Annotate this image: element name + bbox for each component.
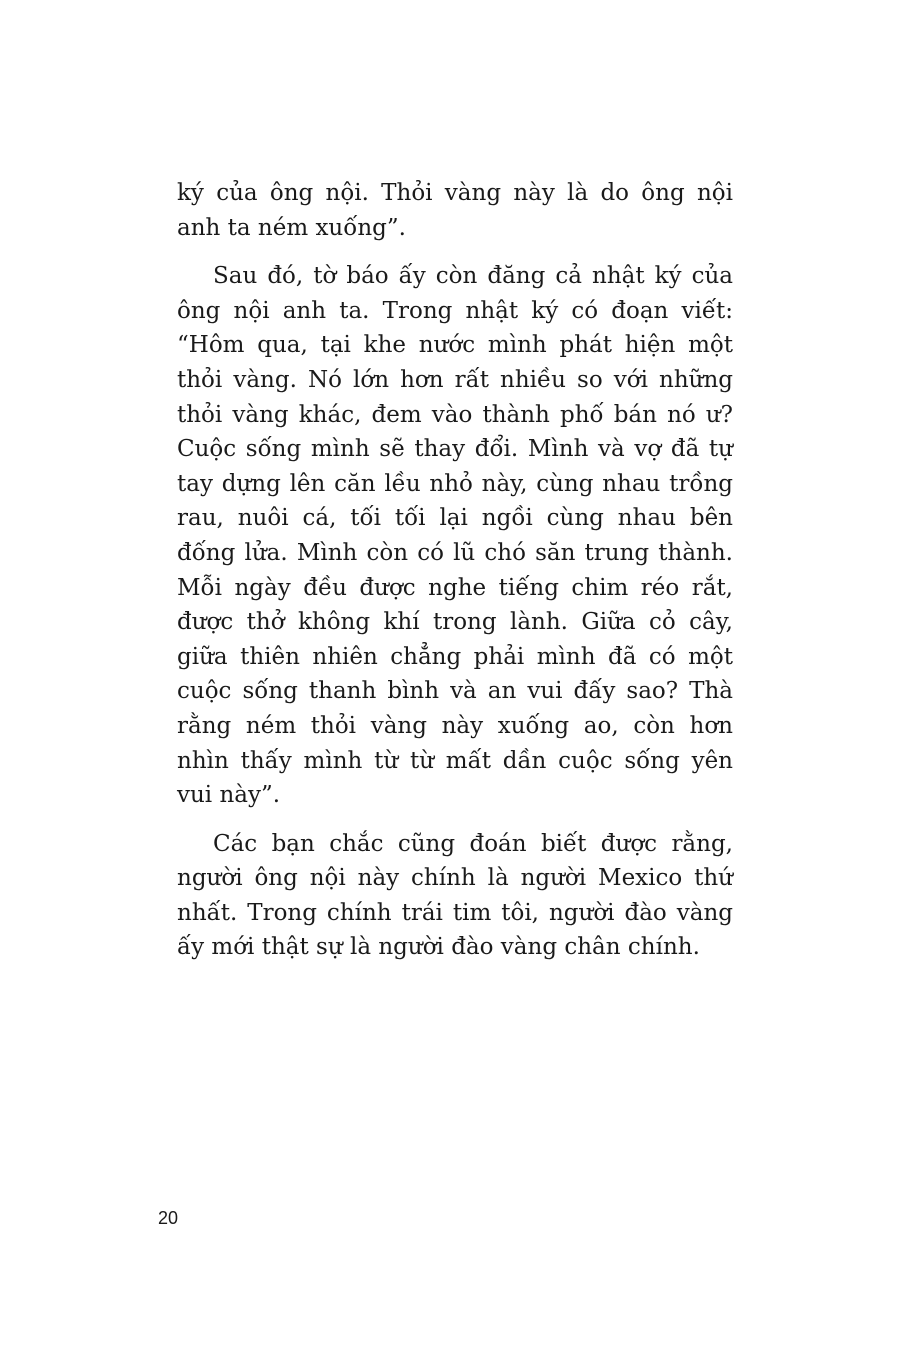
paragraph-2: Sau đó, tờ báo ấy còn đăng cả nhật ký của ông nội anh ta. Trong nhật ký có đoạn viết: “Hôm qua, tại khe nước mình phát hiện một thỏi vàng. Nó lớn hơn rất nhiều so với những thỏi vàng khác, đem vào thành phố bán nó ư? Cuộc sống mình sẽ thay đổi. Mình và vợ đã tự tay dựng lên căn lều nhỏ này, cùng nhau trồng rau, nuôi cá, tối tối lại ngồi cùng nhau bên đống lửa. Mình còn có lũ chó săn trung thành. Mỗi ngày đều được nghe tiếng chim réo rắt, được thở không khí trong lành. Giữa cỏ cây, giữa thiên nhiên chẳng phải mình đã có một cuộc sống thanh bình và an vui đấy sao? Thà rằng ném thỏi vàng này xuống ao, còn hơn nhìn thấy mình từ từ mất dần cuộc sống yên vui này”.	[177, 263, 733, 809]
page-body	[177, 176, 733, 965]
paragraph-1: ký của ông nội. Thỏi vàng này là do ông nội anh ta ném xuống”.	[177, 180, 733, 241]
page-number: 20	[158, 1208, 179, 1228]
paragraph-3: Các bạn chắc cũng đoán biết được rằng, người ông nội này chính là người Mexico thứ nhất. Trong chính trái tim tôi, người đào vàng ấy mới thật sự là người đào vàng chân chính.	[177, 830, 733, 961]
